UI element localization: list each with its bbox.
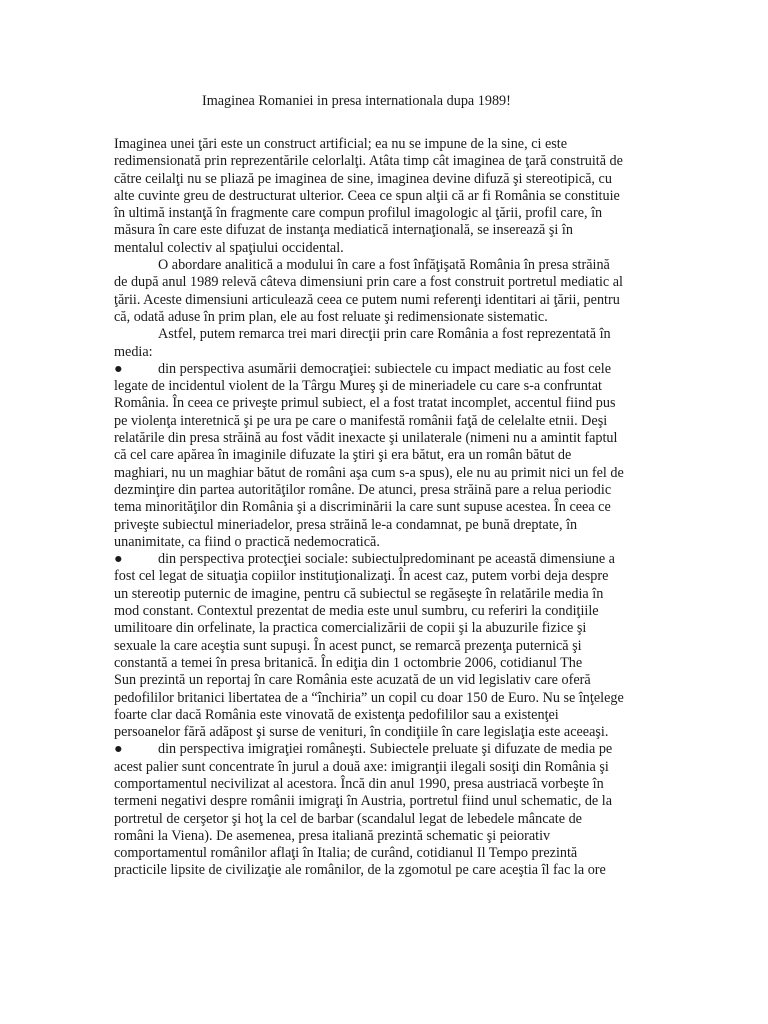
paragraph-line (114, 638, 674, 655)
line-text: fost cel legat de situaţia copiilor instituţionalizaţi. În acest caz, putem vorbi deja despre (114, 568, 609, 585)
line-text: acest palier sunt concentrate în jurul a două axe: imigranţii ilegali sosiţi din România şi (114, 758, 609, 775)
paragraph-line (114, 655, 674, 672)
line-text: tema minorităţilor din România şi a discriminării la care sunt supuse acestea. În ceea ce (114, 499, 611, 516)
line-text: de după anul 1989 relevă câteva dimensiuni prin care a fost construit portretul mediatic al (114, 274, 623, 291)
line-text: România. În ceea ce priveşte primul subiect, el a fost tratat incomplet, accentul fiind pus (114, 395, 616, 412)
line-text: umilitoare din orfelinate, la practica comercializării de copii şi la abuzurile fizice şi (114, 620, 587, 637)
line-text: maghiari, nu un maghiar bătut de români aşa cum s-a spus), ele nu au primit nici un fel de (114, 464, 624, 481)
paragraph-line (114, 413, 674, 430)
paragraph-line (114, 309, 674, 326)
bullet-icon: ● (114, 551, 123, 568)
line-text: un stereotip puternic de imagine, pentru că subiectul se regăseşte în relatările media în (114, 585, 604, 602)
bullet-item-line (114, 741, 674, 758)
paragraph-line (114, 690, 674, 707)
paragraph-line (114, 447, 674, 464)
line-text: Sun prezintă un reportaj în care România este acuzată de un vid legislativ care oferă (114, 672, 591, 689)
paragraph-line (114, 534, 674, 551)
paragraph-line (114, 240, 674, 257)
paragraph-line (114, 620, 674, 637)
line-text: sexuale la care aceştia sunt supuşi. În acest punct, se remarcă prezenţa puternică şi (114, 637, 582, 654)
line-text: relatările din presa străină au fost vădit inexacte şi unilaterale (nimeni nu a amintit faptul (114, 430, 618, 447)
line-text: în ultimă instanţă în fragmente care compun profilul imagologic al ţării, profil care, în (114, 205, 603, 222)
paragraph-line (114, 222, 674, 239)
line-text: termeni negativi despre românii imigraţi în Austria, portretul fiind unul schematic, de la (114, 793, 613, 810)
paragraph-line (114, 274, 674, 291)
paragraph-line (114, 759, 674, 776)
document-body (114, 136, 674, 880)
line-text: Astfel, putem remarca trei mari direcţii prin care România a fost reprezentată în (158, 326, 611, 343)
paragraph-line (114, 603, 674, 620)
bullet-item-line (114, 551, 674, 568)
paragraph-line (114, 153, 674, 170)
paragraph-line (114, 862, 674, 879)
paragraph-line (114, 517, 674, 534)
line-text: persoanelor fără adăpost şi surse de venituri, în condiţiile în care legislaţia este aceeaşi. (114, 724, 609, 741)
line-text: din perspectiva protecţiei sociale: subiectulpredominant pe această dimensiune a (158, 551, 615, 568)
paragraph-line (114, 811, 674, 828)
line-text: alte cuvinte greu de destructurat ulterior. Ceea ce spun alţii că ar fi România se constituie (114, 187, 620, 204)
document-title: Imaginea Romaniei in presa internationala dupa 1989! (202, 93, 511, 109)
line-text: măsura în care este difuzat de instanţa mediatică internaţională, se inserează şi în (114, 222, 573, 239)
line-text: comportamentul românilor aflaţi în Italia; de curând, cotidianul Il Tempo prezintă (114, 845, 578, 862)
line-text: din perspectiva imigraţiei româneşti. Subiectele preluate şi difuzate de media pe (158, 741, 613, 758)
paragraph-line (114, 482, 674, 499)
line-text: media: (114, 343, 153, 360)
line-text: din perspectiva asumării democraţiei: subiectele cu impact mediatic au fost cele (158, 360, 612, 377)
bullet-icon: ● (114, 360, 123, 377)
line-text: foarte clar dacă România este vinovată de existenţa pedofililor sau a existenţei (114, 706, 559, 723)
line-text: că, odată aduse în prim plan, ele au fost reluate şi redimensionate sistematic. (114, 308, 548, 325)
line-text: O abordare analitică a modului în care a fost înfăţişată România în presa străină (158, 257, 610, 274)
paragraph-line (114, 205, 674, 222)
paragraph-line (114, 465, 674, 482)
line-text: către ceilalţi nu se pliază pe imaginea de sine, imaginea devine difuză şi stereotipică, cu (114, 170, 612, 187)
paragraph-line (114, 499, 674, 516)
line-text: mod constant. Contextul prezentat de media este unul sumbru, cu referiri la condiţiile (114, 603, 599, 620)
paragraph-line (114, 586, 674, 603)
paragraph-line (114, 136, 674, 153)
paragraph-line (114, 724, 674, 741)
line-text: redimensionată prin reprezentările celorlalţi. Atâta timp cât imaginea de ţară construită de (114, 153, 623, 170)
line-text: dezminţire din partea autorităţilor române. De atunci, presa străină pare a relua periodic (114, 481, 612, 498)
paragraph-line (114, 430, 674, 447)
paragraph-line (114, 845, 674, 862)
line-text: comportamentul necivilizat al acestora. Încă din anul 1990, presa austriacă vorbeşte în (114, 775, 604, 792)
paragraph-line (114, 344, 674, 361)
line-text: ţării. Aceste dimensiuni articulează ceea ce putem numi referenţi identitari ai ţării, pentru (114, 291, 620, 308)
line-text: pe violenţa interetnică şi pe ura pe care o manifestă românii faţă de celelalte etnii. Deşi (114, 412, 608, 429)
bullet-item-line (114, 361, 674, 378)
paragraph-line (114, 188, 674, 205)
paragraph-line (114, 707, 674, 724)
paragraph-line (114, 568, 674, 585)
paragraph-line (114, 378, 674, 395)
paragraph-line (114, 672, 674, 689)
line-text: portretul de cerşetor şi hoţ la cel de barbar (scandalul legat de lebedele mâncate de (114, 810, 582, 827)
line-text: legate de incidentul violent de la Târgu Mureş şi de mineriadele cu care s-a confruntat (114, 378, 602, 395)
paragraph-line (114, 793, 674, 810)
bullet-icon: ● (114, 741, 123, 758)
paragraph-line (114, 257, 674, 274)
paragraph-line (114, 776, 674, 793)
line-text: constantă a temei în presa britanică. În ediţia din 1 octombrie 2006, cotidianul The (114, 654, 583, 671)
line-text: priveşte subiectul mineriadelor, presa străină le-a condamnat, pe bună dreptate, în (114, 516, 578, 533)
paragraph-line (114, 395, 674, 412)
line-text: români la Viena). De asemenea, presa italiană prezintă schematic şi peiorativ (114, 827, 551, 844)
paragraph-line (114, 326, 674, 343)
paragraph-line (114, 828, 674, 845)
line-text: practicile lipsite de civilizaţie ale românilor, de la zgomotul pe care aceştia îl fac la ore (114, 862, 606, 879)
line-text: pedofililor britanici libertatea de a “închiria” un copil cu doar 150 de Euro. Nu se înţelege (114, 689, 624, 706)
paragraph-line (114, 292, 674, 309)
line-text: că cel care apărea în imaginile difuzate la ştiri şi era bătut, era un român bătut de (114, 447, 572, 464)
paragraph-line (114, 171, 674, 188)
line-text: unanimitate, ca fiind o practică nedemocratică. (114, 533, 380, 550)
line-text: mentalul colectiv al spaţiului occidental. (114, 239, 344, 256)
line-text: Imaginea unei ţări este un construct artificial; ea nu se impune de la sine, ci este (114, 136, 568, 152)
